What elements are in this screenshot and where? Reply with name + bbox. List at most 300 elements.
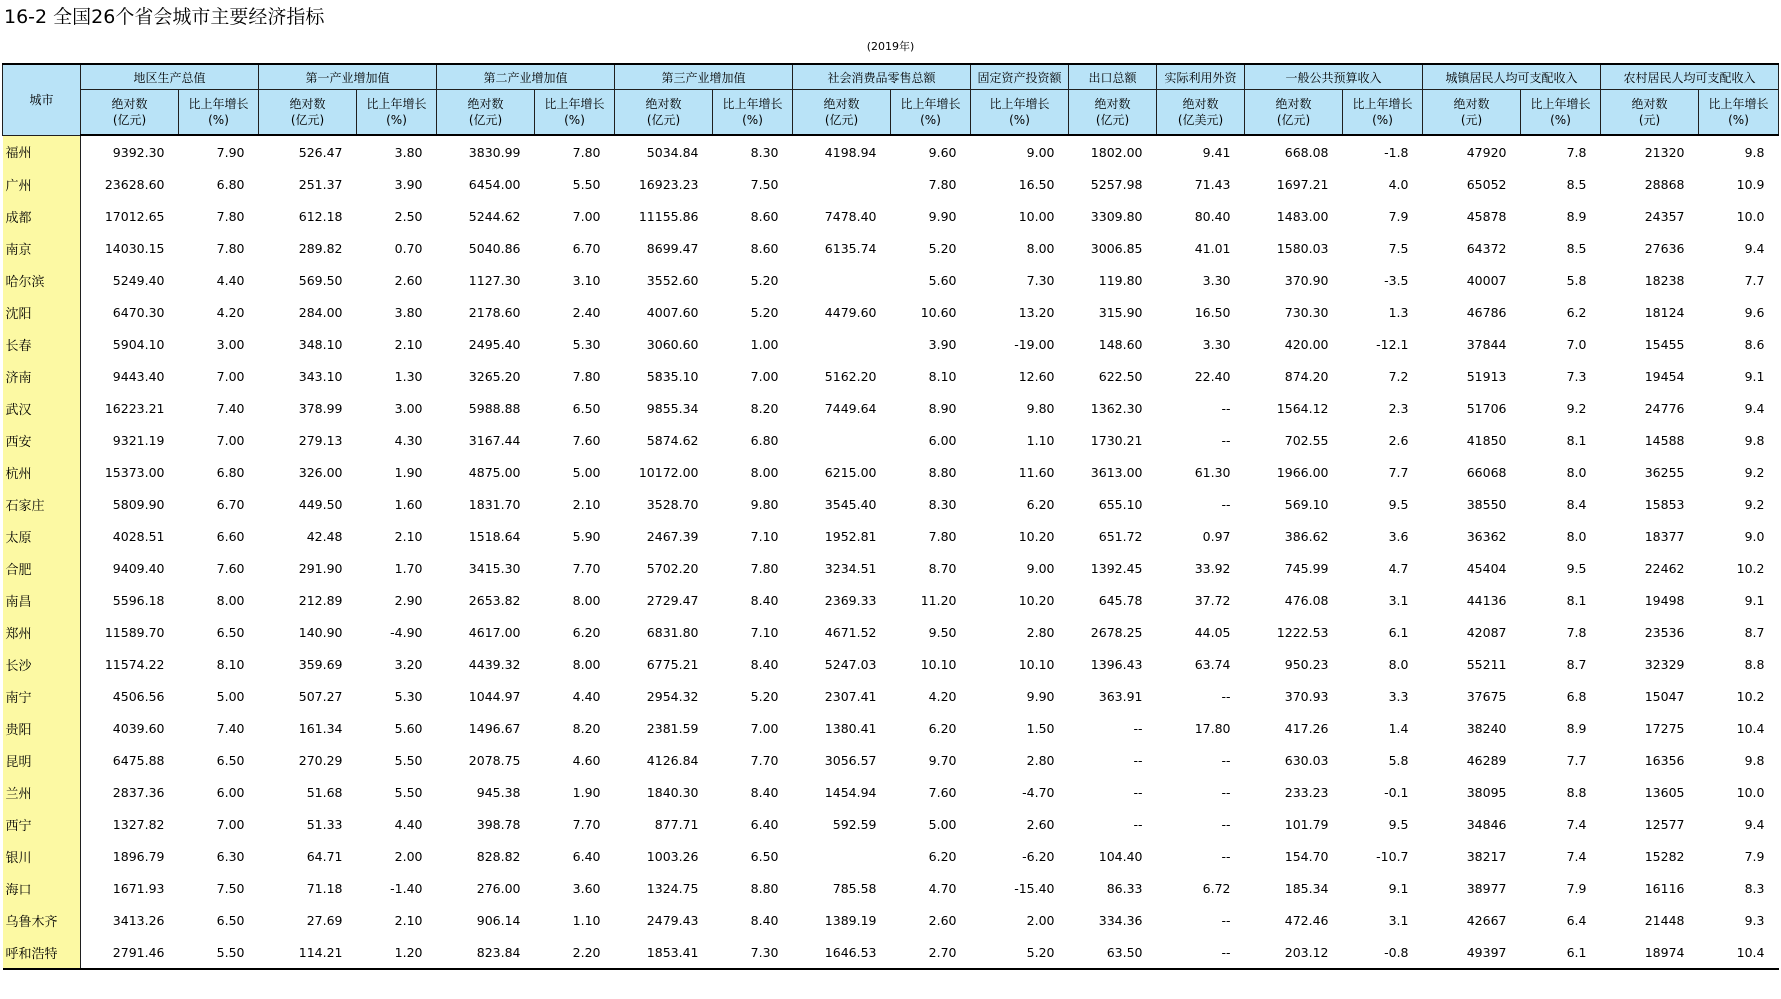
value-cell: 11155.86 xyxy=(638,208,699,224)
value-cell: 5904.10 xyxy=(112,336,165,352)
value-cell: 4.20 xyxy=(216,304,245,320)
value-cell: 51.68 xyxy=(306,784,343,800)
value-cell: 6.00 xyxy=(928,432,957,448)
value-cell: 7.80 xyxy=(928,176,957,192)
value-cell: 6470.30 xyxy=(112,304,165,320)
value-cell: 10.0 xyxy=(1736,208,1765,224)
value-cell: 5.60 xyxy=(394,720,423,736)
value-cell: 41850 xyxy=(1466,432,1507,448)
value-cell: 8.00 xyxy=(572,592,601,608)
value-cell: 9.0 xyxy=(1744,528,1765,544)
value-cell: 3.10 xyxy=(572,272,601,288)
value-cell: 5034.84 xyxy=(646,144,699,160)
value-cell: 9.2 xyxy=(1566,400,1587,416)
value-cell: 2495.40 xyxy=(468,336,521,352)
value-cell: 5.50 xyxy=(394,752,423,768)
value-cell: 6454.00 xyxy=(468,176,521,192)
value-cell: 8.5 xyxy=(1566,176,1587,192)
value-cell: 3.6 xyxy=(1388,528,1409,544)
value-cell: 4875.00 xyxy=(468,464,521,480)
value-cell: 16923.23 xyxy=(638,176,699,192)
city-cell: 长春 xyxy=(3,328,81,360)
value-cell: 5809.90 xyxy=(112,496,165,512)
value-cell: 44.05 xyxy=(1194,624,1231,640)
value-cell: 27.69 xyxy=(306,912,343,928)
value-cell: 2.70 xyxy=(891,936,971,969)
value-cell: 5162.20 xyxy=(824,368,877,384)
value-cell: 9.2 xyxy=(1744,496,1765,512)
value-cell: 1.3 xyxy=(1388,304,1409,320)
sub-header: 比上年增长 (%) xyxy=(891,90,971,136)
value-cell: 9.00 xyxy=(1026,560,1055,576)
value-cell: 7.8 xyxy=(1566,144,1587,160)
table-row xyxy=(3,712,1779,744)
value-cell: 7.0 xyxy=(1566,336,1587,352)
value-cell: -- xyxy=(1221,816,1231,832)
value-cell: 101.79 xyxy=(1284,816,1329,832)
value-cell: -1.40 xyxy=(390,880,423,896)
value-cell: 18974 xyxy=(1601,936,1699,969)
value-cell: 71.18 xyxy=(306,880,343,896)
value-cell: 10.60 xyxy=(920,304,957,320)
value-cell: 9.4 xyxy=(1744,816,1765,832)
value-cell: 1324.75 xyxy=(646,880,699,896)
value-cell: 37844 xyxy=(1466,336,1507,352)
value-cell: 6.50 xyxy=(216,752,245,768)
city-cell: 南昌 xyxy=(3,584,81,616)
value-cell: 9.4 xyxy=(1744,240,1765,256)
value-cell: 24357 xyxy=(1644,208,1685,224)
value-cell: 4007.60 xyxy=(646,304,699,320)
value-cell: 8.20 xyxy=(572,720,601,736)
value-cell: 8.10 xyxy=(928,368,957,384)
city-cell: 乌鲁木齐 xyxy=(3,904,81,936)
value-cell: 5.20 xyxy=(750,272,779,288)
sub-header: 比上年增长 (%) xyxy=(1699,90,1779,136)
value-cell: 2954.32 xyxy=(646,688,699,704)
value-cell: 2.90 xyxy=(394,592,423,608)
value-cell: 203.12 xyxy=(1245,936,1343,969)
value-cell: 27636 xyxy=(1644,240,1685,256)
value-cell: 3.90 xyxy=(394,176,423,192)
value-cell: 7.4 xyxy=(1566,816,1587,832)
sub-header: 绝对数 (亿美元) xyxy=(1157,90,1245,136)
value-cell: 1222.53 xyxy=(1276,624,1329,640)
value-cell: -1.8 xyxy=(1384,144,1409,160)
value-cell: 63.74 xyxy=(1194,656,1231,672)
table-row xyxy=(3,744,1779,776)
value-cell: 2.80 xyxy=(1026,752,1055,768)
value-cell: 22462 xyxy=(1644,560,1685,576)
value-cell: 8.9 xyxy=(1566,208,1587,224)
value-cell: 5.8 xyxy=(1566,272,1587,288)
group-header: 社会消费品零售总额 xyxy=(793,64,971,90)
value-cell: 51.33 xyxy=(306,816,343,832)
value-cell: 3415.30 xyxy=(468,560,521,576)
value-cell: 3545.40 xyxy=(824,496,877,512)
value-cell: 38240 xyxy=(1466,720,1507,736)
value-cell: 8.30 xyxy=(750,144,779,160)
group-header: 出口总额 xyxy=(1069,64,1157,90)
value-cell: 12577 xyxy=(1644,816,1685,832)
value-cell: -- xyxy=(1133,816,1143,832)
sub-header: 绝对数 (元) xyxy=(1601,90,1699,136)
value-cell: 10.4 xyxy=(1736,720,1765,736)
value-cell: 8.40 xyxy=(750,592,779,608)
group-header: 农村居民人均可支配收入 xyxy=(1601,64,1779,90)
value-cell: 3056.57 xyxy=(824,752,877,768)
value-cell: 22.40 xyxy=(1194,368,1231,384)
value-cell: -- xyxy=(1221,400,1231,416)
value-cell: 47920 xyxy=(1466,144,1507,160)
value-cell: -19.00 xyxy=(1014,336,1055,352)
value-cell: 3528.70 xyxy=(646,496,699,512)
value-cell: 10.00 xyxy=(1018,208,1055,224)
value-cell: 291.90 xyxy=(298,560,343,576)
value-cell: 2653.82 xyxy=(468,592,521,608)
value-cell: 2.50 xyxy=(394,208,423,224)
value-cell: 370.90 xyxy=(1284,272,1329,288)
value-cell: 8.00 xyxy=(572,656,601,672)
sub-header: 比上年增长 (%) xyxy=(971,90,1069,136)
value-cell: 3.1 xyxy=(1388,592,1409,608)
value-cell: 18377 xyxy=(1644,528,1685,544)
value-cell: 38550 xyxy=(1466,496,1507,512)
value-cell: 3.30 xyxy=(1202,336,1231,352)
value-cell: 5.00 xyxy=(572,464,601,480)
value-cell: 334.36 xyxy=(1098,912,1143,928)
value-cell: 7.30 xyxy=(1026,272,1055,288)
value-cell: 64.71 xyxy=(306,848,343,864)
value-cell: 10.10 xyxy=(1018,656,1055,672)
value-cell: -- xyxy=(1133,720,1143,736)
year-caption: (2019年) xyxy=(866,40,915,53)
value-cell: 18124 xyxy=(1644,304,1685,320)
group-header: 地区生产总值 xyxy=(81,64,259,90)
city-cell: 西安 xyxy=(3,424,81,456)
table-row xyxy=(3,135,1779,168)
value-cell: 5.60 xyxy=(928,272,957,288)
economic-indicators-table xyxy=(2,63,1779,970)
value-cell: 66068 xyxy=(1466,464,1507,480)
value-cell: 8.1 xyxy=(1566,592,1587,608)
sub-header-row xyxy=(3,90,1779,136)
value-cell: 6.72 xyxy=(1202,880,1231,896)
value-cell: 16116 xyxy=(1644,880,1685,896)
value-cell: 1.70 xyxy=(394,560,423,576)
value-cell: 5249.40 xyxy=(112,272,165,288)
table-row xyxy=(3,232,1779,264)
value-cell: 13605 xyxy=(1644,784,1685,800)
table-row xyxy=(3,648,1779,680)
value-cell: 270.29 xyxy=(298,752,343,768)
value-cell: 592.59 xyxy=(832,816,877,832)
city-cell: 哈尔滨 xyxy=(3,264,81,296)
value-cell: 3.00 xyxy=(394,400,423,416)
value-cell: 4671.52 xyxy=(824,624,877,640)
value-cell: 5.20 xyxy=(750,688,779,704)
value-cell: 7.00 xyxy=(750,720,779,736)
value-cell: 15047 xyxy=(1644,688,1685,704)
value-cell: 363.91 xyxy=(1098,688,1143,704)
value-cell: 526.47 xyxy=(298,144,343,160)
value-cell: 1483.00 xyxy=(1276,208,1329,224)
value-cell: 6.40 xyxy=(572,848,601,864)
value-cell: 37675 xyxy=(1466,688,1507,704)
group-header: 实际利用外资 xyxy=(1157,64,1245,90)
value-cell: 378.99 xyxy=(298,400,343,416)
value-cell: -6.20 xyxy=(1022,848,1055,864)
value-cell: 1853.41 xyxy=(615,936,713,969)
value-cell: -4.90 xyxy=(390,624,423,640)
city-column-header: 城市 xyxy=(3,64,81,135)
value-cell: 7.00 xyxy=(216,816,245,832)
value-cell: 6.70 xyxy=(216,496,245,512)
value-cell: 2178.60 xyxy=(468,304,521,320)
value-cell: 3.90 xyxy=(928,336,957,352)
value-cell: 9.1 xyxy=(1744,368,1765,384)
value-cell: 507.27 xyxy=(298,688,343,704)
city-cell: 石家庄 xyxy=(3,488,81,520)
value-cell: 10.9 xyxy=(1736,176,1765,192)
value-cell: 1.10 xyxy=(1026,432,1055,448)
value-cell: 6.20 xyxy=(572,624,601,640)
value-cell: -- xyxy=(1221,752,1231,768)
value-cell: 7.60 xyxy=(928,784,957,800)
value-cell: 5.50 xyxy=(179,936,259,969)
value-cell: 80.40 xyxy=(1194,208,1231,224)
table-row xyxy=(3,680,1779,712)
city-cell: 兰州 xyxy=(3,776,81,808)
value-cell: 4.70 xyxy=(928,880,957,896)
value-cell: 5.20 xyxy=(928,240,957,256)
value-cell: 2369.33 xyxy=(824,592,877,608)
value-cell: 4617.00 xyxy=(468,624,521,640)
group-header: 第三产业增加值 xyxy=(615,64,793,90)
sub-header: 比上年增长 (%) xyxy=(357,90,437,136)
value-cell: 1.50 xyxy=(1026,720,1055,736)
value-cell: 7.00 xyxy=(216,368,245,384)
value-cell: 2.80 xyxy=(1026,624,1055,640)
city-cell: 海口 xyxy=(3,872,81,904)
value-cell: 476.08 xyxy=(1284,592,1329,608)
value-cell: -0.8 xyxy=(1343,936,1423,969)
sub-header: 绝对数 (亿元) xyxy=(437,90,535,136)
value-cell: 154.70 xyxy=(1284,848,1329,864)
value-cell: 5.00 xyxy=(928,816,957,832)
value-cell: 785.58 xyxy=(832,880,877,896)
value-cell: 1697.21 xyxy=(1276,176,1329,192)
value-cell: 1392.45 xyxy=(1090,560,1143,576)
value-cell: 7.80 xyxy=(572,144,601,160)
value-cell: 11589.70 xyxy=(104,624,165,640)
value-cell: 16.50 xyxy=(1018,176,1055,192)
value-cell: 8.7 xyxy=(1566,656,1587,672)
city-cell: 西宁 xyxy=(3,808,81,840)
value-cell: 6.2 xyxy=(1566,304,1587,320)
value-cell: 7.40 xyxy=(216,720,245,736)
value-cell: 2479.43 xyxy=(646,912,699,928)
value-cell: 1396.43 xyxy=(1090,656,1143,672)
value-cell: 417.26 xyxy=(1284,720,1329,736)
table-row xyxy=(3,808,1779,840)
value-cell: 2678.25 xyxy=(1090,624,1143,640)
value-cell: 284.00 xyxy=(298,304,343,320)
group-header: 一般公共预算收入 xyxy=(1245,64,1423,90)
sub-header: 比上年增长 (%) xyxy=(1343,90,1423,136)
table-row xyxy=(3,520,1779,552)
sub-header: 绝对数 (亿元) xyxy=(259,90,357,136)
value-cell: 33.92 xyxy=(1194,560,1231,576)
group-header-row xyxy=(3,64,1779,90)
value-cell: 6.40 xyxy=(750,816,779,832)
value-cell: 9.5 xyxy=(1388,496,1409,512)
value-cell: 9.80 xyxy=(1026,400,1055,416)
value-cell: 9.90 xyxy=(1026,688,1055,704)
value-cell: 1.30 xyxy=(394,368,423,384)
value-cell: 5835.10 xyxy=(646,368,699,384)
city-cell: 成都 xyxy=(3,200,81,232)
value-cell: 9.6 xyxy=(1744,304,1765,320)
table-row xyxy=(3,552,1779,584)
value-cell: 9.50 xyxy=(928,624,957,640)
value-cell: 745.99 xyxy=(1284,560,1329,576)
page-title: 16-2 全国26个省会城市主要经济指标 xyxy=(4,6,325,28)
value-cell: 2791.46 xyxy=(81,936,179,969)
value-cell: 10.2 xyxy=(1736,688,1765,704)
value-cell: 370.93 xyxy=(1284,688,1329,704)
table-row xyxy=(3,904,1779,936)
value-cell: 3.80 xyxy=(394,144,423,160)
value-cell: 9.41 xyxy=(1202,144,1231,160)
value-cell: 9.60 xyxy=(928,144,957,160)
value-cell: 569.10 xyxy=(1284,496,1329,512)
value-cell: 289.82 xyxy=(298,240,343,256)
value-cell: 7.7 xyxy=(1388,464,1409,480)
value-cell xyxy=(793,264,891,296)
value-cell: 2467.39 xyxy=(646,528,699,544)
value-cell: 6.50 xyxy=(216,912,245,928)
value-cell: 5247.03 xyxy=(824,656,877,672)
value-cell: 668.08 xyxy=(1284,144,1329,160)
value-cell: 7.00 xyxy=(216,432,245,448)
sub-header: 绝对数 (亿元) xyxy=(1245,90,1343,136)
sub-header: 比上年增长 (%) xyxy=(179,90,259,136)
value-cell: 8.40 xyxy=(750,656,779,672)
group-header: 城镇居民人均可支配收入 xyxy=(1423,64,1601,90)
value-cell: 398.78 xyxy=(476,816,521,832)
value-cell: 14588 xyxy=(1644,432,1685,448)
value-cell: 148.60 xyxy=(1098,336,1143,352)
value-cell: 51913 xyxy=(1466,368,1507,384)
value-cell: 11.60 xyxy=(1018,464,1055,480)
value-cell: 2.40 xyxy=(572,304,601,320)
value-cell: 1831.70 xyxy=(468,496,521,512)
sub-header: 绝对数 (亿元) xyxy=(81,90,179,136)
value-cell: 7.7 xyxy=(1566,752,1587,768)
value-cell: 2.3 xyxy=(1388,400,1409,416)
value-cell: 7.30 xyxy=(713,936,793,969)
value-cell: 6.20 xyxy=(928,720,957,736)
value-cell: 4506.56 xyxy=(112,688,165,704)
value-cell: 630.03 xyxy=(1284,752,1329,768)
city-cell: 贵阳 xyxy=(3,712,81,744)
value-cell: 15373.00 xyxy=(104,464,165,480)
value-cell: 1518.64 xyxy=(468,528,521,544)
value-cell: 3.1 xyxy=(1388,912,1409,928)
value-cell: 16223.21 xyxy=(104,400,165,416)
value-cell: 7.7 xyxy=(1744,272,1765,288)
value-cell: 3.3 xyxy=(1388,688,1409,704)
value-cell: 6.50 xyxy=(572,400,601,416)
value-cell: 4.40 xyxy=(216,272,245,288)
value-cell: 4.40 xyxy=(572,688,601,704)
value-cell: -- xyxy=(1221,432,1231,448)
value-cell: 1496.67 xyxy=(468,720,521,736)
value-cell: 8.8 xyxy=(1566,784,1587,800)
value-cell: 9.80 xyxy=(750,496,779,512)
value-cell: 3.00 xyxy=(216,336,245,352)
value-cell: 15455 xyxy=(1644,336,1685,352)
value-cell: 61.30 xyxy=(1194,464,1231,480)
table-header xyxy=(3,64,1779,135)
value-cell: 13.20 xyxy=(1018,304,1055,320)
value-cell: 3830.99 xyxy=(468,144,521,160)
value-cell: 7.2 xyxy=(1388,368,1409,384)
value-cell: 3552.60 xyxy=(646,272,699,288)
value-cell: 0.70 xyxy=(394,240,423,256)
value-cell: 7.80 xyxy=(750,560,779,576)
value-cell: -- xyxy=(1221,688,1231,704)
group-header: 固定资产投资额 xyxy=(971,64,1069,90)
value-cell: 14030.15 xyxy=(104,240,165,256)
value-cell: 702.55 xyxy=(1284,432,1329,448)
value-cell: 64372 xyxy=(1466,240,1507,256)
value-cell: 36255 xyxy=(1644,464,1685,480)
value-cell: 3.20 xyxy=(394,656,423,672)
value-cell: 4.20 xyxy=(928,688,957,704)
value-cell: 8.70 xyxy=(928,560,957,576)
value-cell: 32329 xyxy=(1644,656,1685,672)
city-cell: 沈阳 xyxy=(3,296,81,328)
value-cell: 9.1 xyxy=(1388,880,1409,896)
value-cell: 8.90 xyxy=(928,400,957,416)
value-cell: 8.7 xyxy=(1744,624,1765,640)
value-cell: 140.90 xyxy=(298,624,343,640)
value-cell: 4126.84 xyxy=(646,752,699,768)
value-cell: 9.00 xyxy=(1026,144,1055,160)
value-cell: 9.8 xyxy=(1744,432,1765,448)
value-cell: 651.72 xyxy=(1098,528,1143,544)
value-cell: 6831.80 xyxy=(646,624,699,640)
value-cell: 7.5 xyxy=(1388,240,1409,256)
value-cell: -0.1 xyxy=(1384,784,1409,800)
value-cell: 7.80 xyxy=(216,240,245,256)
value-cell: 1.20 xyxy=(357,936,437,969)
value-cell: 46786 xyxy=(1466,304,1507,320)
sub-header: 绝对数 (元) xyxy=(1423,90,1521,136)
value-cell: 5.90 xyxy=(572,528,601,544)
value-cell: 6.70 xyxy=(572,240,601,256)
value-cell: 3234.51 xyxy=(824,560,877,576)
table-row xyxy=(3,168,1779,200)
value-cell: 2.60 xyxy=(1026,816,1055,832)
value-cell: 7.60 xyxy=(216,560,245,576)
value-cell: 5257.98 xyxy=(1090,176,1143,192)
value-cell: 63.50 xyxy=(1069,936,1157,969)
value-cell: 3613.00 xyxy=(1090,464,1143,480)
value-cell: 2.60 xyxy=(928,912,957,928)
